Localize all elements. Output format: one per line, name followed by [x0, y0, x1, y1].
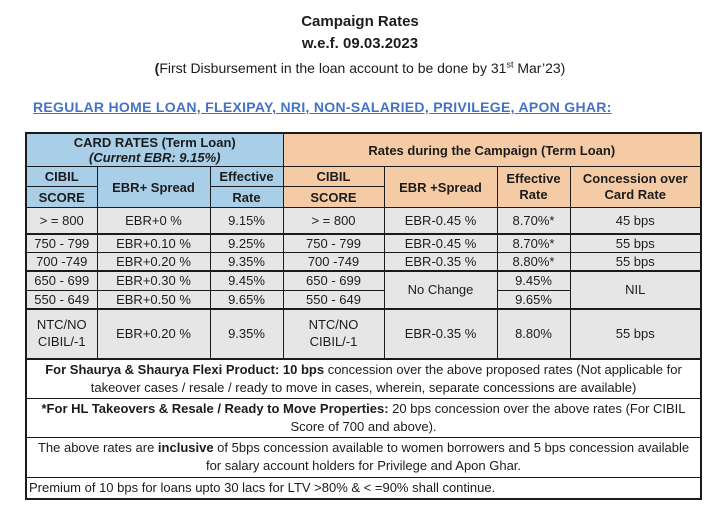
concession-value: 45 bps [570, 208, 701, 234]
card-rate-value: 9.15% [210, 208, 283, 234]
campaign-score-value: 650 - 699 [283, 271, 384, 290]
card-rate-value: 9.25% [210, 234, 283, 253]
concession-value: 55 bps [570, 234, 701, 253]
table-row [26, 253, 701, 272]
section-heading-text: REGULAR HOME LOAN, FLEXIPAY, NRI, NON-SALARIED, PRIVILEGE, APON GHAR: [33, 99, 612, 115]
footnote-bold: For Shaurya & Shaurya Flexi Product: 10 bps [45, 361, 325, 377]
table-row [26, 398, 701, 437]
card-rate-header: Rate [210, 187, 283, 208]
effective-label: Effective [506, 170, 561, 186]
card-rates-title: CARD RATES (Term Loan) [73, 135, 236, 150]
card-spread-value: EBR+0 % [97, 208, 210, 234]
footnote-text: concession over the above proposed rates (Not applicable for takeover cases / resale / ready to move in cases, wherein, separate concessions are available) [90, 361, 682, 395]
card-spread-value: EBR+0.10 % [97, 234, 210, 253]
table-row [26, 309, 701, 359]
campaign-effective-rate-header [497, 167, 570, 208]
card-score-header: SCORE [26, 187, 97, 208]
footnote-text: Premium of 10 bps for loans upto 30 lacs for LTV >80% & < =90% shall continue. [29, 479, 496, 495]
card-ebr-spread-header: EBR+ Spread [97, 167, 210, 208]
footnote-takeover [26, 398, 701, 437]
card-rate-value: 9.45% [210, 271, 283, 290]
table-row [26, 208, 701, 234]
campaign-header [283, 133, 701, 167]
table-row [26, 359, 701, 399]
campaign-score-value: 700 -749 [283, 253, 384, 272]
card-rate-value: 9.35% [210, 309, 283, 359]
footnote-text: The above rates are [37, 440, 158, 456]
rates-table [25, 132, 702, 500]
footnote-shaurya [26, 359, 701, 399]
table-row [26, 234, 701, 253]
campaign-spread-value: EBR-0.45 % [384, 208, 497, 234]
note-paren: ( [154, 60, 160, 76]
card-score-value: NTC/NO CIBIL/-1 [26, 309, 97, 359]
footnote-text: of 5bps concession available to women borrowers and 5 bps concession available for salary account holders for Privilege and Apon Ghar. [205, 440, 690, 474]
disbursement-note [0, 60, 720, 76]
card-score-value: > = 800 [26, 208, 97, 234]
campaign-score-value: NTC/NO CIBIL/-1 [283, 309, 384, 359]
card-cibil-header: CIBIL [26, 167, 97, 187]
campaign-spread-value: EBR-0.45 % [384, 234, 497, 253]
card-rate-value: 9.35% [210, 253, 283, 272]
campaign-ebr-spread-header: EBR +Spread [384, 167, 497, 208]
concession-value: NIL [570, 271, 701, 309]
campaign-score-value: 750 - 799 [283, 234, 384, 253]
table-row [26, 271, 701, 290]
campaign-score-header: SCORE [283, 187, 384, 208]
card-spread-value: EBR+0.20 % [97, 253, 210, 272]
campaign-spread-value: EBR-0.35 % [384, 309, 497, 359]
effective-date: w.e.f. 09.03.2023 [301, 35, 419, 52]
note-superscript: st [506, 59, 514, 70]
concession-value: 55 bps [570, 253, 701, 272]
card-spread-value: EBR+0.20 % [97, 309, 210, 359]
card-spread-value: EBR+0.30 % [97, 271, 210, 290]
footnote-inclusive [26, 438, 701, 477]
campaign-cibil-header: CIBIL [283, 167, 384, 187]
footnote-bold: *For HL Takeovers & Resale / Ready to Move Properties: [41, 400, 389, 416]
concession-header [570, 167, 701, 208]
rate-label: Rate [519, 187, 548, 202]
campaign-title: Rates during the Campaign (Term Loan) [368, 142, 616, 158]
campaign-rate-value: 8.80%* [497, 253, 570, 272]
card-score-value: 550 - 649 [26, 290, 97, 309]
table-row [26, 438, 701, 477]
card-rate-value: 9.65% [210, 290, 283, 309]
campaign-score-value: 550 - 649 [283, 290, 384, 309]
card-effective-header: Effective [210, 167, 283, 187]
document-header [0, 0, 720, 76]
card-score-value: 650 - 699 [26, 271, 97, 290]
card-score-value: 700 -749 [26, 253, 97, 272]
campaign-spread-value: No Change [384, 271, 497, 309]
concession-value: 55 bps [570, 309, 701, 359]
campaign-rate-value: 8.80% [497, 309, 570, 359]
card-score-value: 750 - 799 [26, 234, 97, 253]
concession-line2: Card Rate [604, 187, 666, 202]
note-text-end: Mar’23) [513, 60, 566, 76]
campaign-spread-value: EBR-0.35 % [384, 253, 497, 272]
footnote-text: 20 bps concession over the above rates (For CIBIL Score of 700 and above). [290, 400, 686, 435]
concession-line1: Concession over [582, 170, 688, 186]
campaign-rate-value: 8.70%* [497, 208, 570, 234]
footnote-bold: inclusive [157, 440, 214, 456]
campaign-score-value: > = 800 [283, 208, 384, 234]
section-heading [33, 99, 720, 115]
note-text: First Disbursement in the loan account to be done by 31 [159, 60, 507, 76]
page-title: Campaign Rates [301, 13, 419, 30]
table-row [26, 477, 701, 499]
card-spread-value: EBR+0.50 % [97, 290, 210, 309]
current-ebr-label: (Current EBR: 9.15%) [89, 150, 221, 165]
footnote-premium [26, 477, 701, 499]
table-row [26, 167, 701, 187]
card-rates-header [26, 133, 283, 167]
table-row [26, 133, 701, 167]
campaign-rate-value: 8.70%* [497, 234, 570, 253]
campaign-rate-value: 9.45% [497, 271, 570, 290]
campaign-rate-value: 9.65% [497, 290, 570, 309]
